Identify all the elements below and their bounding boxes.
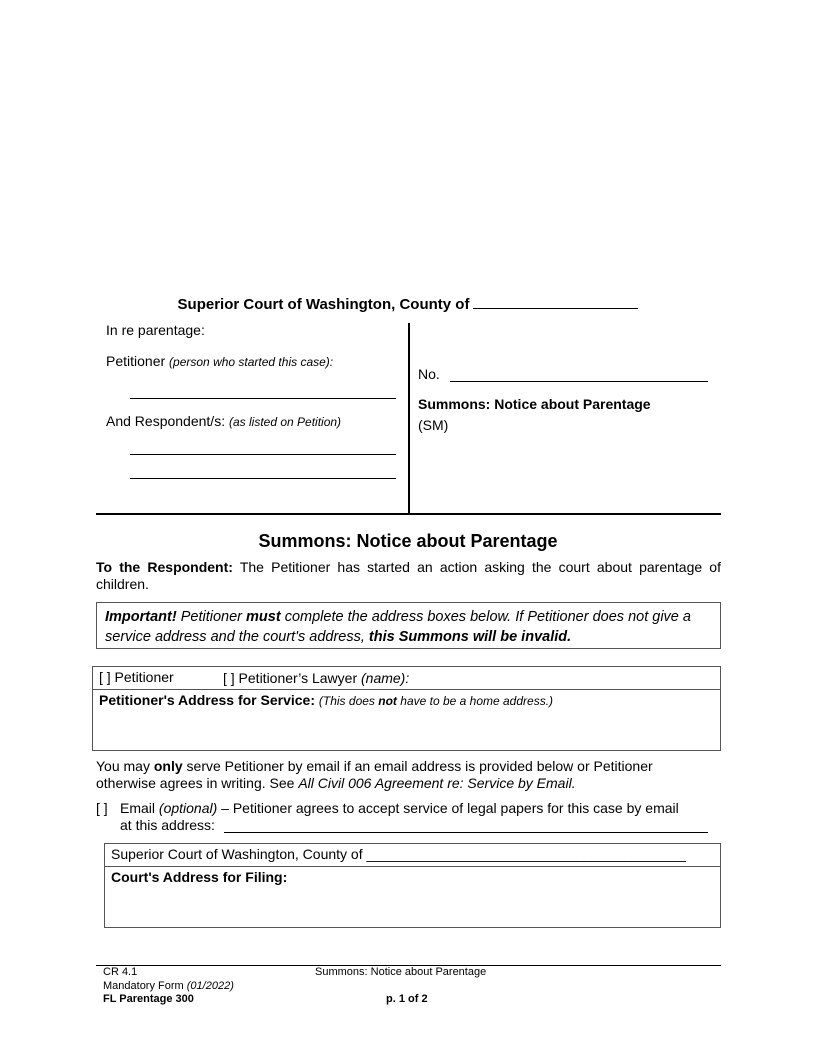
checkbox-petitioner[interactable]: [ ] Petitioner	[99, 669, 174, 685]
case-number-line[interactable]	[450, 381, 708, 382]
respondent-name-line-1[interactable]	[130, 454, 396, 455]
court-address-field[interactable]	[111, 888, 714, 924]
court-county-line: Superior Court of Washington, County of _________________________________________	[111, 846, 686, 862]
respondent-name-line-2[interactable]	[130, 478, 396, 479]
important-lead: Important!	[105, 609, 177, 625]
court-box-divider	[105, 866, 720, 867]
petitioner-caption-label: Petitioner (person who started this case):	[106, 353, 334, 369]
court-county-blank[interactable]: _________________________________________	[366, 846, 686, 862]
caption-doc-title: Summons: Notice about Parentage	[418, 396, 651, 412]
email-at-address-label: at this address:	[120, 817, 215, 833]
court-title: Superior Court of Washington, County of	[0, 296, 816, 313]
intro-paragraph	[96, 559, 721, 593]
caption-bottom-rule	[96, 513, 721, 515]
petitioner-service-address-label: Petitioner's Address for Service: (This does not have to be a home address.)	[99, 692, 554, 708]
checkbox-petitioner-lawyer[interactable]: [ ] Petitioner’s Lawyer (name):	[223, 670, 410, 686]
main-title: Summons: Notice about Parentage	[258, 531, 558, 551]
footer-form-id: FL Parentage 300	[103, 993, 194, 1005]
footer-title: Summons: Notice about Parentage	[315, 966, 487, 978]
email-address-line[interactable]	[224, 832, 708, 833]
in-re-label: In re parentage:	[106, 322, 205, 338]
petitioner-address-box	[92, 666, 721, 751]
petitioner-box-divider	[93, 689, 720, 690]
petitioner-note: (person who started this case):	[169, 355, 334, 369]
important-notice: Important! Petitioner must complete the address boxes below. If Petitioner does not give a service address and the court's address, this Summons will be invalid.	[96, 602, 721, 649]
email-checkbox[interactable]: [ ]	[96, 800, 108, 816]
intro-text: The Petitioner has started an action asking the court about parentage of children.	[96, 559, 721, 592]
court-filing-address-label: Court's Address for Filing:	[111, 869, 288, 885]
caption-divider	[408, 323, 410, 513]
important-must: must	[246, 609, 281, 625]
intro-lead: To the Respondent:	[96, 559, 233, 575]
email-consent-text: Email (optional) – Petitioner agrees to accept service of legal papers for this case by email	[120, 800, 679, 816]
respondent-caption-label: And Respondent/s: (as listed on Petition)	[106, 413, 342, 429]
email-only: only	[153, 758, 183, 774]
email-instructions: You may only serve Petitioner by email if an email address is provided below or Petitioner otherwise agrees in writing. See All Civil 006 Agreement re: Service by Email.	[96, 758, 653, 791]
respondent-note: (as listed on Petition)	[228, 415, 342, 429]
footer-mandatory: Mandatory Form (01/2022)	[103, 980, 234, 992]
court-address-box	[104, 843, 721, 928]
lawyer-name-hint: (name):	[361, 670, 410, 686]
footer-page: p. 1 of 2	[386, 993, 428, 1005]
case-number-label: No.	[418, 366, 440, 382]
petitioner-address-field[interactable]	[99, 711, 714, 747]
footer-court-rule: CR 4.1	[103, 966, 138, 978]
county-blank[interactable]	[473, 296, 638, 309]
email-reference: All Civil 006 Agreement re: Service by Email.	[298, 775, 576, 791]
caption-doc-code: (SM)	[418, 417, 449, 433]
important-invalid: this Summons will be invalid.	[368, 629, 572, 645]
petitioner-name-line[interactable]	[130, 398, 396, 399]
